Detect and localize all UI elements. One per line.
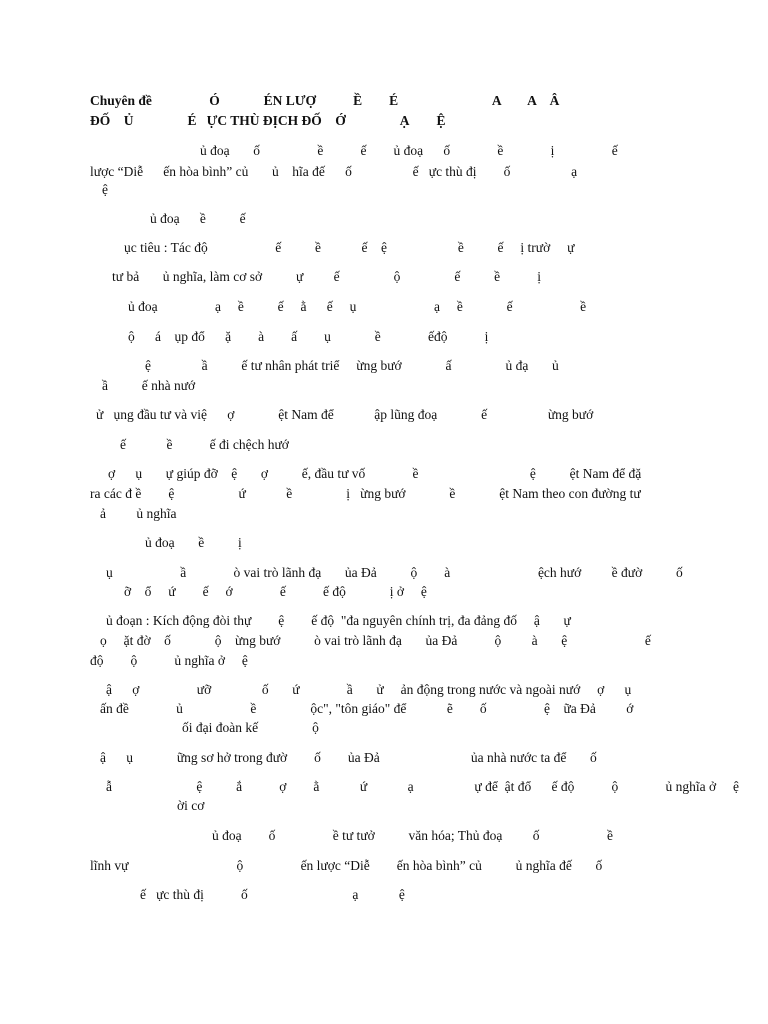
- text-line: ủ đoạ ố ề tư tưở văn hóa; Thủ đoạ ố ề: [212, 828, 613, 843]
- text-line: ủ đoạ ạ ề ế ằ ế ụ ạ ề ế ề: [128, 299, 587, 314]
- text-line: lĩnh vự ộ ến lược “Diễ ến hòa bình” củ ủ nghĩa đế ố: [90, 858, 603, 873]
- text-line: ủ đoạ ề ị: [145, 535, 242, 550]
- text-line: ời cơ: [177, 798, 205, 813]
- text-line: ủ đoạ ề ế: [150, 211, 246, 226]
- text-line: ậ ợ ưỡ ố ứ ầ ử ản động trong nước và ngoài nướ ợ ụ: [106, 682, 632, 697]
- heading-line-1: Chuyên đề Ó ÉN LƯỢ Ề É A A Â: [90, 93, 560, 108]
- text-line: ục tiêu : Tác độ ế ề ế ệ ề ế ị trườ ự: [124, 240, 575, 255]
- text-line: ợ ụ ự giúp đỡ ệ ợ ế, đầu tư vố ề ệ ệt Nam để đặ: [108, 466, 642, 481]
- text-line: ầ ế nhà nướ: [102, 378, 196, 393]
- text-line: ọ ặt đờ ố ộ ừng bướ ò vai trò lãnh đạ ủa Đả ộ à ệ ế: [100, 633, 651, 648]
- text-line: ủ đoạn : Kích động đòi thự ệ ế độ "đa nguyên chính trị, đa đảng đố ậ ự: [106, 613, 571, 628]
- text-line: ộ á ụp đổ ặ à ấ ụ ề ếđộ ị: [128, 329, 489, 344]
- text-line: lược “Diễ ến hòa bình” củ ủ hĩa đế ố ế ực thù đị ố ạ: [90, 164, 578, 179]
- text-line: độ ộ ủ nghĩa ở ệ: [90, 653, 248, 668]
- text-line: ế ực thù đị ố ạ ệ: [140, 887, 405, 902]
- text-line: ủ đoạ ố ề ế ủ đoạ ố ề ị ế: [200, 143, 618, 158]
- text-line: ối đại đoàn kế ộ: [182, 720, 319, 735]
- text-line: ỡ ổ ứ ế ớ ế ế độ ị ở ệ: [124, 584, 427, 599]
- text-line: ế ề ế đi chệch hướ: [120, 437, 289, 452]
- heading-line-2: ĐỐ Ủ É ỰC THÙ ĐỊCH ĐỐ Ớ Ạ Ệ: [90, 113, 446, 128]
- text-line: ệ ầ ế tư nhân phát triể ừng bướ ấ ủ đạ ủ: [145, 358, 559, 373]
- text-line: ra các đ ề ệ ứ ề ị ừng bướ ề ệt Nam theo con đường tư: [90, 486, 641, 501]
- text-line: ậ ụ ững sơ hở trong đườ ố ủa Đả ủa nhà nước ta để ố: [100, 750, 597, 765]
- text-line: ả ủ nghĩa: [100, 506, 177, 521]
- text-line: ệ: [102, 182, 108, 197]
- text-line: tư bả ủ nghĩa, làm cơ sở ự ế ộ ế ề ị: [112, 269, 541, 284]
- text-line: ử ụng đầu tư và việ ợ ệt Nam để ập lũng đoạ ế ừng bướ: [96, 407, 594, 422]
- text-line: ẫ ệ ắ ợ ằ ứ ạ ự để ật đổ ế độ ộ ủ nghĩa ở ệ: [106, 779, 739, 794]
- text-line: ụ ầ ò vai trò lãnh đạ ủa Đả ộ à ệch hướ ề đườ ố: [106, 565, 683, 580]
- text-line: ấn đề ủ ề ộc", "tôn giáo" để ẽ ố ệ ữa Đả ớ: [100, 701, 634, 716]
